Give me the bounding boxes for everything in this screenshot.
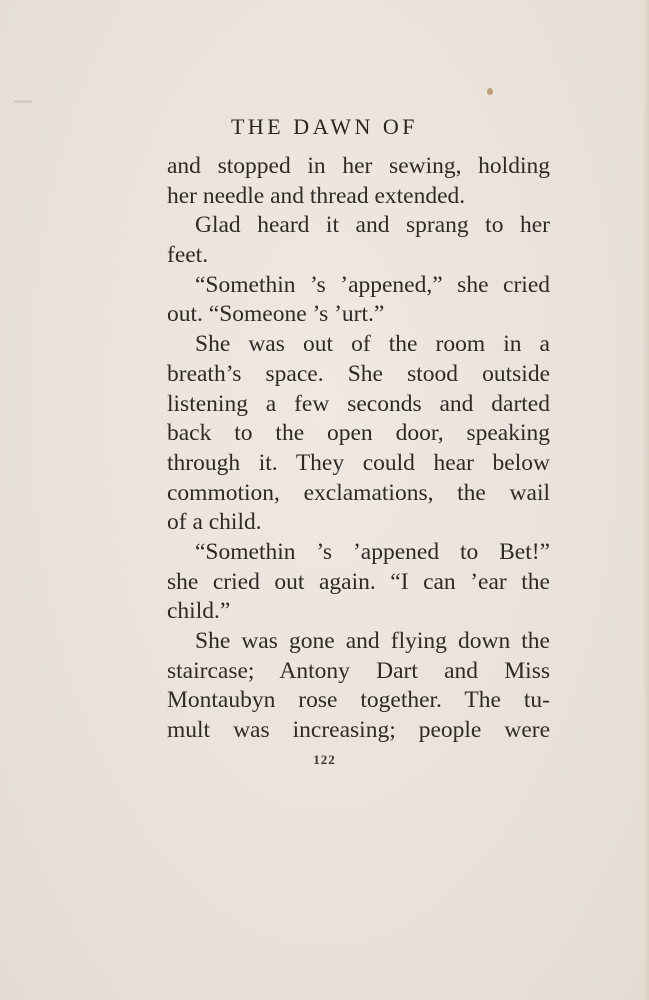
- text-line: breath’s space. She stood outside: [167, 360, 550, 387]
- text-line: her needle and thread extended.: [167, 182, 466, 209]
- margin-mark: [14, 100, 32, 103]
- text-line: child.”: [167, 598, 231, 625]
- text-line: commotion, exclamations, the wail: [167, 479, 550, 506]
- text-line: she cried out again. “I can ’ear the: [167, 568, 550, 595]
- text-line: feet.: [167, 242, 209, 269]
- text-line: She was out of the room in a: [195, 331, 550, 358]
- text-line: back to the open door, speaking: [167, 420, 550, 447]
- text-line: “Somethin ’s ’appened,” she cried: [195, 271, 550, 298]
- text-line: of a child.: [167, 509, 262, 536]
- text-line: Montaubyn rose together. The tu-: [167, 687, 550, 714]
- page-number: 122: [313, 752, 336, 767]
- body-text: [167, 152, 550, 746]
- text-line: and stopped in her sewing, holding: [167, 153, 550, 179]
- text-line: out. “Someone ’s ’urt.”: [167, 301, 385, 328]
- text-line: Glad heard it and sprang to her: [195, 212, 550, 239]
- text-line: “Somethin ’s ’appened to Bet!”: [195, 538, 550, 565]
- paper-speck: [487, 88, 493, 95]
- text-line: through it. They could hear below: [167, 449, 550, 476]
- page-edge: [643, 0, 649, 1000]
- text-line: She was gone and flying down the: [195, 628, 550, 654]
- text-line: mult was increasing; people were: [167, 717, 550, 744]
- text-line: listening a few seconds and darted: [167, 390, 550, 417]
- text-line: staircase; Antony Dart and Miss: [167, 657, 550, 684]
- running-head: THE DAWN OF: [230, 114, 419, 139]
